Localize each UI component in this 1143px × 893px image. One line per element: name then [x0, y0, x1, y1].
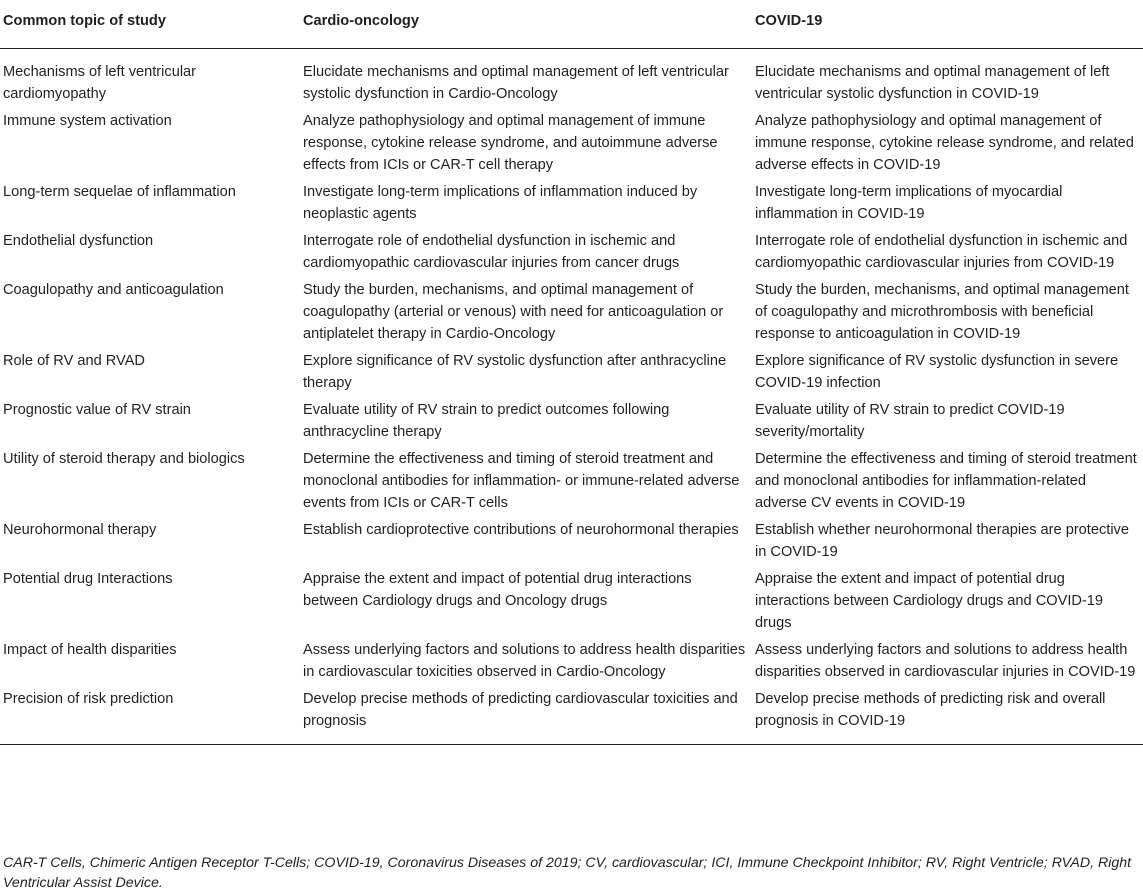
- table-row: [0, 181, 1143, 230]
- covid19-cell: Determine the effectiveness and timing of steroid treatment and monoclonal antibodies for inflammation-related adverse CV events in COVID-19: [755, 451, 1137, 511]
- table-row: [0, 448, 1143, 519]
- header-covid19: COVID-19: [755, 0, 1143, 49]
- covid19-cell: Evaluate utility of RV strain to predict COVID-19 severity/mortality: [755, 402, 1065, 440]
- topic-cell: Mechanisms of left ventricular cardiomyopathy: [3, 64, 197, 102]
- table-row: [0, 568, 1143, 639]
- topic-cell: Potential drug Interactions: [3, 571, 173, 587]
- header-common-topic: Common topic of study: [0, 0, 303, 49]
- covid19-cell: Explore significance of RV systolic dysfunction in severe COVID-19 infection: [755, 353, 1119, 391]
- covid19-cell: Interrogate role of endothelial dysfunction in ischemic and cardiomyopathic cardiovascular injuries from COVID-19: [755, 233, 1128, 271]
- cardio-oncology-cell: Develop precise methods of predicting cardiovascular toxicities and prognosis: [303, 688, 755, 745]
- cardio-oncology-cell: Establish cardioprotective contributions of neurohormonal therapies: [303, 522, 739, 538]
- table-row: [0, 519, 1143, 568]
- topic-cell: Impact of health disparities: [3, 642, 177, 658]
- cardio-oncology-cell: Evaluate utility of RV strain to predict outcomes following anthracycline therapy: [303, 402, 670, 440]
- topic-cell: Prognostic value of RV strain: [3, 402, 191, 418]
- table-row: [0, 399, 1143, 448]
- topic-cell: Endothelial dysfunction: [3, 233, 154, 249]
- topic-cell: Immune system activation: [3, 113, 172, 129]
- cardio-oncology-cell: Investigate long-term implications of inflammation induced by neoplastic agents: [303, 184, 698, 222]
- header-row: [0, 0, 1143, 49]
- covid19-cell: Elucidate mechanisms and optimal management of left ventricular systolic dysfunction in COVID-19: [755, 64, 1110, 102]
- covid19-cell: Appraise the extent and impact of potential drug interactions between Cardiology drugs and COVID-19 drugs: [755, 571, 1104, 631]
- cardio-oncology-cell: Appraise the extent and impact of potential drug interactions between Cardiology drugs and Oncology drugs: [303, 571, 692, 609]
- table-row: [0, 688, 1143, 745]
- topic-cell: Long-term sequelae of inflammation: [3, 184, 236, 200]
- table-body: [0, 49, 1143, 745]
- covid19-cell: Analyze pathophysiology and optimal management of immune response, cytokine release syndrome, and related adverse effects in COVID-19: [755, 113, 1134, 173]
- cardio-oncology-cell: Study the burden, mechanisms, and optimal management of coagulopathy (arterial or venous) with need for anticoagulation or antiplatelet therapy in Cardio-Oncology: [303, 282, 724, 342]
- table-row: [0, 49, 1143, 111]
- covid19-cell: Study the burden, mechanisms, and optimal management of coagulopathy and microthrombosis with beneficial response to anticoagulation in COVID-19: [755, 282, 1129, 342]
- topic-cell: Coagulopathy and anticoagulation: [3, 282, 224, 298]
- table-header: [0, 0, 1143, 49]
- table-row: [0, 230, 1143, 279]
- topic-cell: Neurohormonal therapy: [3, 522, 157, 538]
- header-cardio-oncology: Cardio-oncology: [303, 0, 755, 49]
- topic-cell: Role of RV and RVAD: [3, 353, 145, 369]
- table-row: [0, 110, 1143, 181]
- covid19-cell: Assess underlying factors and solutions to address health disparities observed in cardiovascular injuries in COVID-19: [755, 642, 1136, 680]
- table-footnote: CAR-T Cells, Chimeric Antigen Receptor T-Cells; COVID-19, Coronavirus Diseases of 2019; CV, cardiovascular; ICI, Immune Checkpoint Inhibitor; RV, Right Ventricle; RVAD, Right Ventricular Assist Device.: [3, 855, 1132, 891]
- covid19-cell: Establish whether neurohormonal therapies are protective in COVID-19: [755, 522, 1129, 560]
- covid19-cell: Develop precise methods of predicting risk and overall prognosis in COVID-19: [755, 688, 1143, 745]
- topic-cell: Precision of risk prediction: [0, 688, 303, 745]
- cardio-oncology-cell: Determine the effectiveness and timing of steroid treatment and monoclonal antibodies for inflammation- or immune-related adverse events from ICIs or CAR-T cells: [303, 451, 740, 511]
- cardio-oncology-cell: Explore significance of RV systolic dysfunction after anthracycline therapy: [303, 353, 727, 391]
- covid19-cell: Investigate long-term implications of myocardial inflammation in COVID-19: [755, 184, 1063, 222]
- topic-cell: Utility of steroid therapy and biologics: [3, 451, 245, 467]
- cardio-oncology-cell: Elucidate mechanisms and optimal management of left ventricular systolic dysfunction in Cardio-Oncology: [303, 64, 729, 102]
- cardio-oncology-cell: Interrogate role of endothelial dysfunction in ischemic and cardiomyopathic cardiovascular injuries from cancer drugs: [303, 233, 680, 271]
- table-row: [0, 279, 1143, 350]
- cardio-oncology-cell: Analyze pathophysiology and optimal management of immune response, cytokine release syndrome, and autoimmune adverse effects from ICIs or CAR-T cell therapy: [303, 113, 718, 173]
- table-row: [0, 350, 1143, 399]
- cardio-oncology-cell: Assess underlying factors and solutions to address health disparities in cardiovascular toxicities observed in Cardio-Oncology: [303, 642, 746, 680]
- table-row: [0, 639, 1143, 688]
